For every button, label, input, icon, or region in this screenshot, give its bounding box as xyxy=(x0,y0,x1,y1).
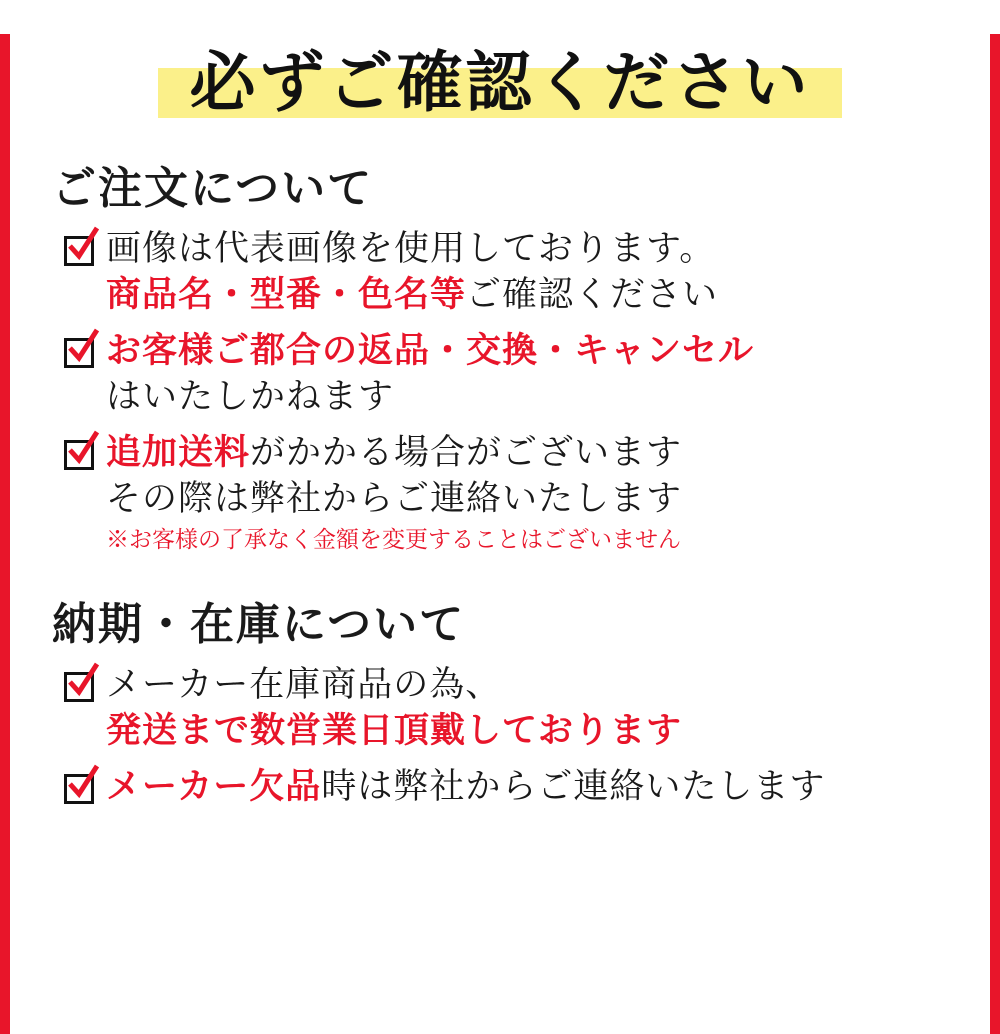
line-text: はいたしかねます xyxy=(106,377,395,417)
checkbox-checked-icon xyxy=(62,770,100,808)
line-text: お客様ご都合の返品・交換・キャンセル xyxy=(106,330,755,371)
section-heading-delivery: 納期・在庫について xyxy=(52,599,466,650)
list-item xyxy=(62,328,962,420)
line-text-mixed xyxy=(106,764,962,810)
list-item xyxy=(62,430,962,558)
line-black-part: がかかる場合がございます xyxy=(250,433,683,473)
list-item-text xyxy=(106,430,962,558)
line-text: 発送まで数営業日頂戴しております xyxy=(106,710,683,751)
line-note: ※お客様の了承なく金額を変更することはございません xyxy=(106,527,681,553)
line-red-part: 商品名・型番・色名等 xyxy=(106,274,467,315)
list-item xyxy=(62,764,962,810)
list-item xyxy=(62,662,962,754)
line-black-part: 時は弊社からご連絡いたします xyxy=(321,767,826,807)
list-item-text xyxy=(106,662,962,754)
list-item-text xyxy=(106,226,962,318)
list-item-text xyxy=(106,328,962,420)
notice-page xyxy=(0,34,1000,1034)
checkbox-checked-icon xyxy=(62,232,100,270)
line-black-part: ご確認ください xyxy=(466,275,719,315)
checkbox-checked-icon xyxy=(62,334,100,372)
line-red-part: メーカー欠品 xyxy=(106,766,322,807)
line-text: メーカー在庫商品の為、 xyxy=(106,665,502,705)
line-text-mixed xyxy=(106,430,962,476)
line-red-part: 追加送料 xyxy=(106,432,251,473)
list-item-text xyxy=(106,764,962,810)
page-title xyxy=(38,34,962,130)
section-heading-orders: ご注文について xyxy=(52,163,374,214)
list-item xyxy=(62,226,962,318)
line-text-mixed xyxy=(106,272,962,318)
checkbox-checked-icon xyxy=(62,436,100,474)
line-text: 画像は代表画像を使用しております。 xyxy=(106,229,716,269)
notice-content xyxy=(10,34,990,1034)
line-text: その際は弊社からご連絡いたします xyxy=(106,479,683,519)
checkbox-checked-icon xyxy=(62,668,100,706)
title-text: 必ずご確認ください xyxy=(189,43,811,121)
